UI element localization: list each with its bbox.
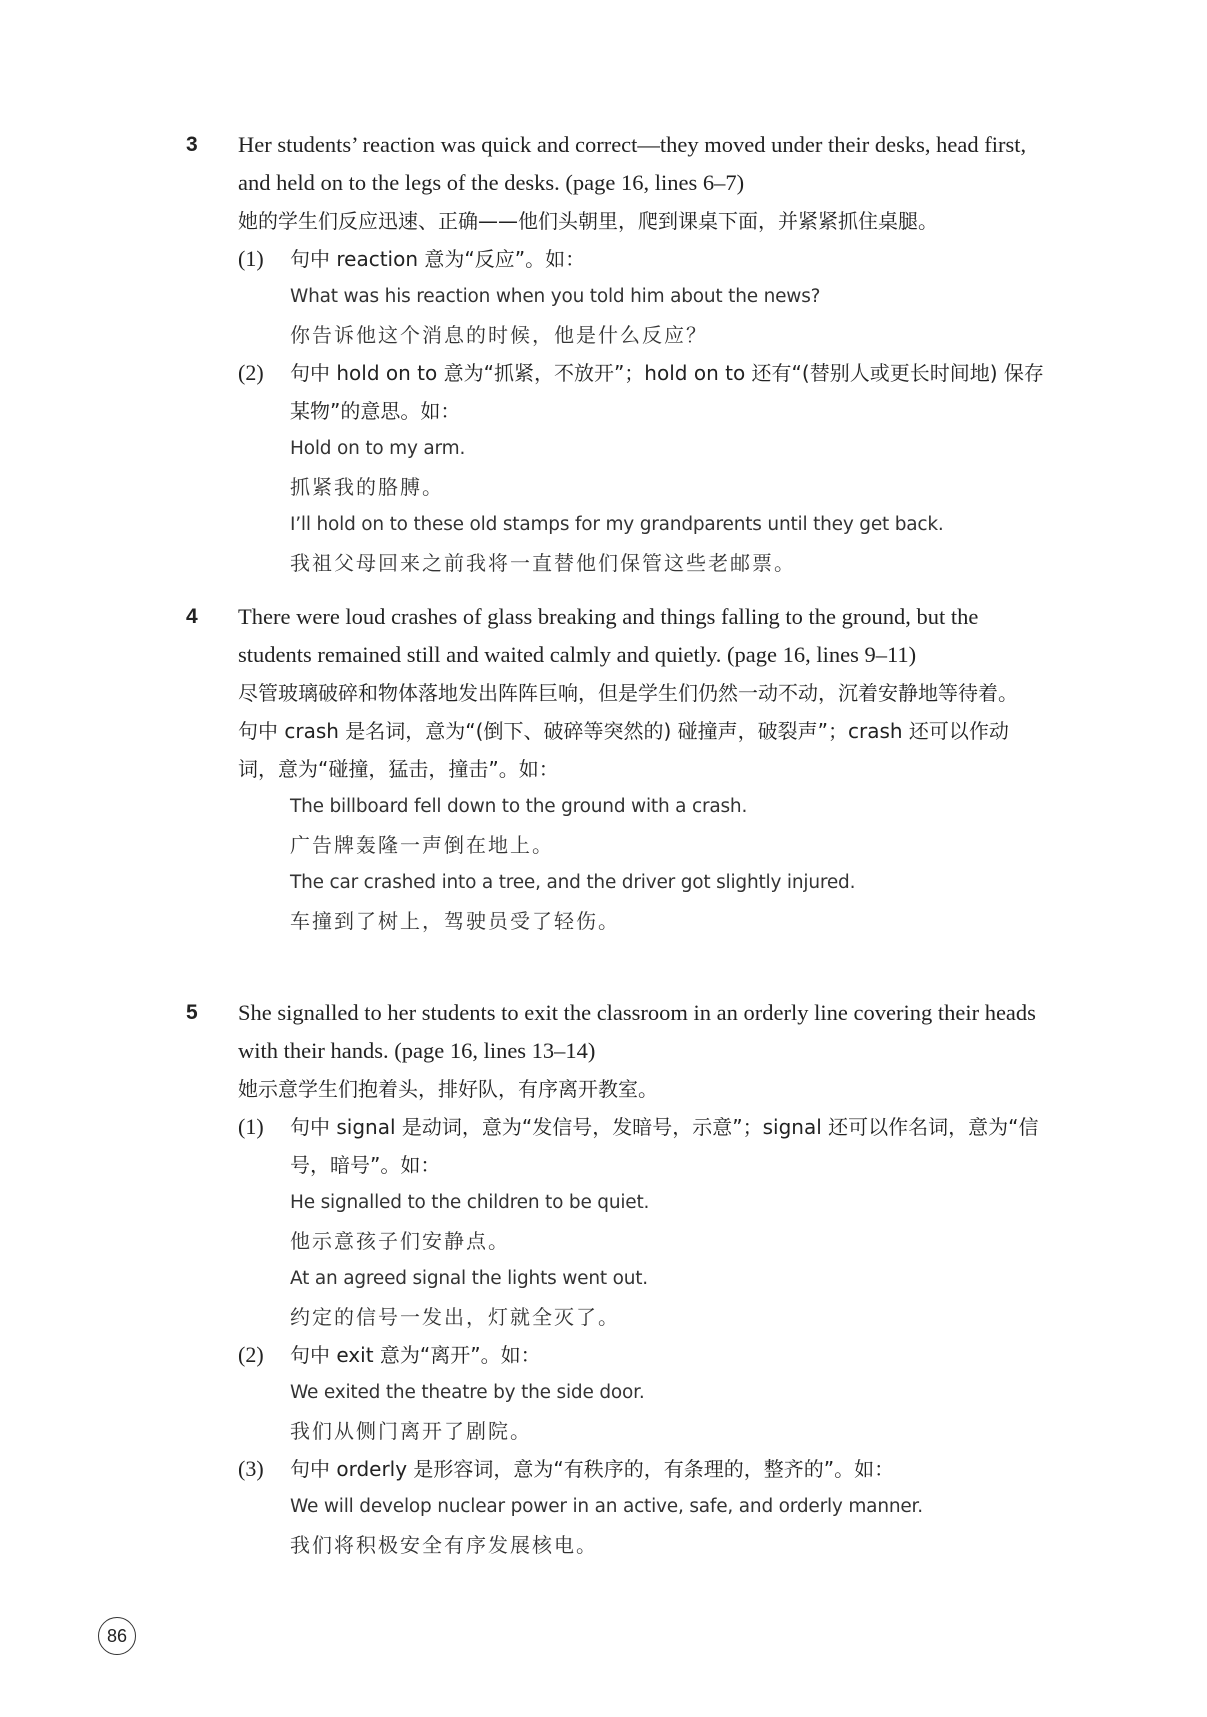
entry-translation: 她的学生们反应迅速、正确——他们头朝里，爬到课桌下面，并紧紧抓住桌腿。 [238, 209, 938, 233]
note-explanation: 句中 exit 意为“离开”。如： [290, 1343, 541, 1367]
note-label: (2) [238, 360, 264, 385]
example-en: The billboard fell down to the ground with a crash. [290, 796, 748, 817]
note-label: (1) [238, 246, 264, 271]
note-1 [238, 1108, 1046, 1184]
example-zh: 你告诉他这个消息的时候，他是什么反应？ [290, 323, 708, 347]
note-2 [238, 354, 1046, 430]
entry-translation: 尽管玻璃破碎和物体落地发出阵阵巨响，但是学生们仍然一动不动，沉着安静地等待着。 [238, 681, 1018, 705]
entry-4 [186, 598, 1046, 940]
example-en: At an agreed signal the lights went out. [290, 1268, 648, 1289]
note-explanation: 句中 hold on to 意为“抓紧，不放开”；hold on to 还有“(替别人或更长时间地) 保存某物”的意思。如： [290, 361, 1044, 423]
note-2 [238, 1336, 1046, 1374]
example-en: What was his reaction when you told him about the news? [290, 286, 821, 307]
example-zh: 我祖父母回来之前我将一直替他们保管这些老邮票。 [290, 551, 796, 575]
note-explanation: 句中 orderly 是形容词，意为“有秩序的，有条理的，整齐的”。如： [290, 1457, 895, 1481]
note-label: (2) [238, 1342, 264, 1367]
example-zh: 我们从侧门离开了剧院。 [290, 1419, 532, 1443]
entry-3 [186, 126, 1046, 582]
note-explanation: 句中 reaction 意为“反应”。如： [290, 247, 586, 271]
note-3 [238, 1450, 1046, 1488]
example-en: He signalled to the children to be quiet. [290, 1192, 650, 1213]
example-en: Hold on to my arm. [290, 438, 466, 459]
note [238, 712, 1046, 788]
example-en: We exited the theatre by the side door. [290, 1382, 645, 1403]
note-1 [238, 240, 1046, 278]
note-explanation: 句中 signal 是动词，意为“发信号，发暗号，示意”；signal 还可以作名词，意为“信号，暗号”。如： [290, 1115, 1039, 1177]
entry-sentence: There were loud crashes of glass breaking and things falling to the ground, but the students remained still and waited calmly and quietly. (page 16, lines 9–11) [238, 604, 979, 667]
entry-5 [186, 994, 1046, 1564]
entry-sentence: She signalled to her students to exit the classroom in an orderly line covering their heads with their hands. (page 16, lines 13–14) [238, 1000, 1036, 1063]
example-en: I’ll hold on to these old stamps for my grandparents until they get back. [290, 514, 944, 535]
note-explanation: 句中 crash 是名词，意为“(倒下、破碎等突然的) 碰撞声，破裂声”；crash 还可以作动词，意为“碰撞，猛击，撞击”。如： [238, 719, 1009, 781]
entry-translation: 她示意学生们抱着头，排好队，有序离开教室。 [238, 1077, 658, 1101]
entry-number: 3 [186, 133, 198, 156]
example-zh: 他示意孩子们安静点。 [290, 1229, 510, 1253]
note-label: (3) [238, 1456, 264, 1481]
entry-sentence: Her students’ reaction was quick and correct—they moved under their desks, head first, and held on to the legs of the desks. (page 16, lines 6–7) [238, 132, 1027, 195]
example-zh: 我们将积极安全有序发展核电。 [290, 1533, 598, 1557]
example-zh: 抓紧我的胳膊。 [290, 475, 444, 499]
example-en: The car crashed into a tree, and the driver got slightly injured. [290, 872, 856, 893]
example-zh: 约定的信号一发出，灯就全灭了。 [290, 1305, 620, 1329]
example-zh: 广告牌轰隆一声倒在地上。 [290, 833, 554, 857]
example-en: We will develop nuclear power in an active, safe, and orderly manner. [290, 1496, 923, 1517]
example-zh: 车撞到了树上，驾驶员受了轻伤。 [290, 909, 620, 933]
page-number: 86 [98, 1617, 136, 1655]
entry-number: 5 [186, 1001, 198, 1024]
note-label: (1) [238, 1114, 264, 1139]
entry-number: 4 [186, 605, 198, 628]
